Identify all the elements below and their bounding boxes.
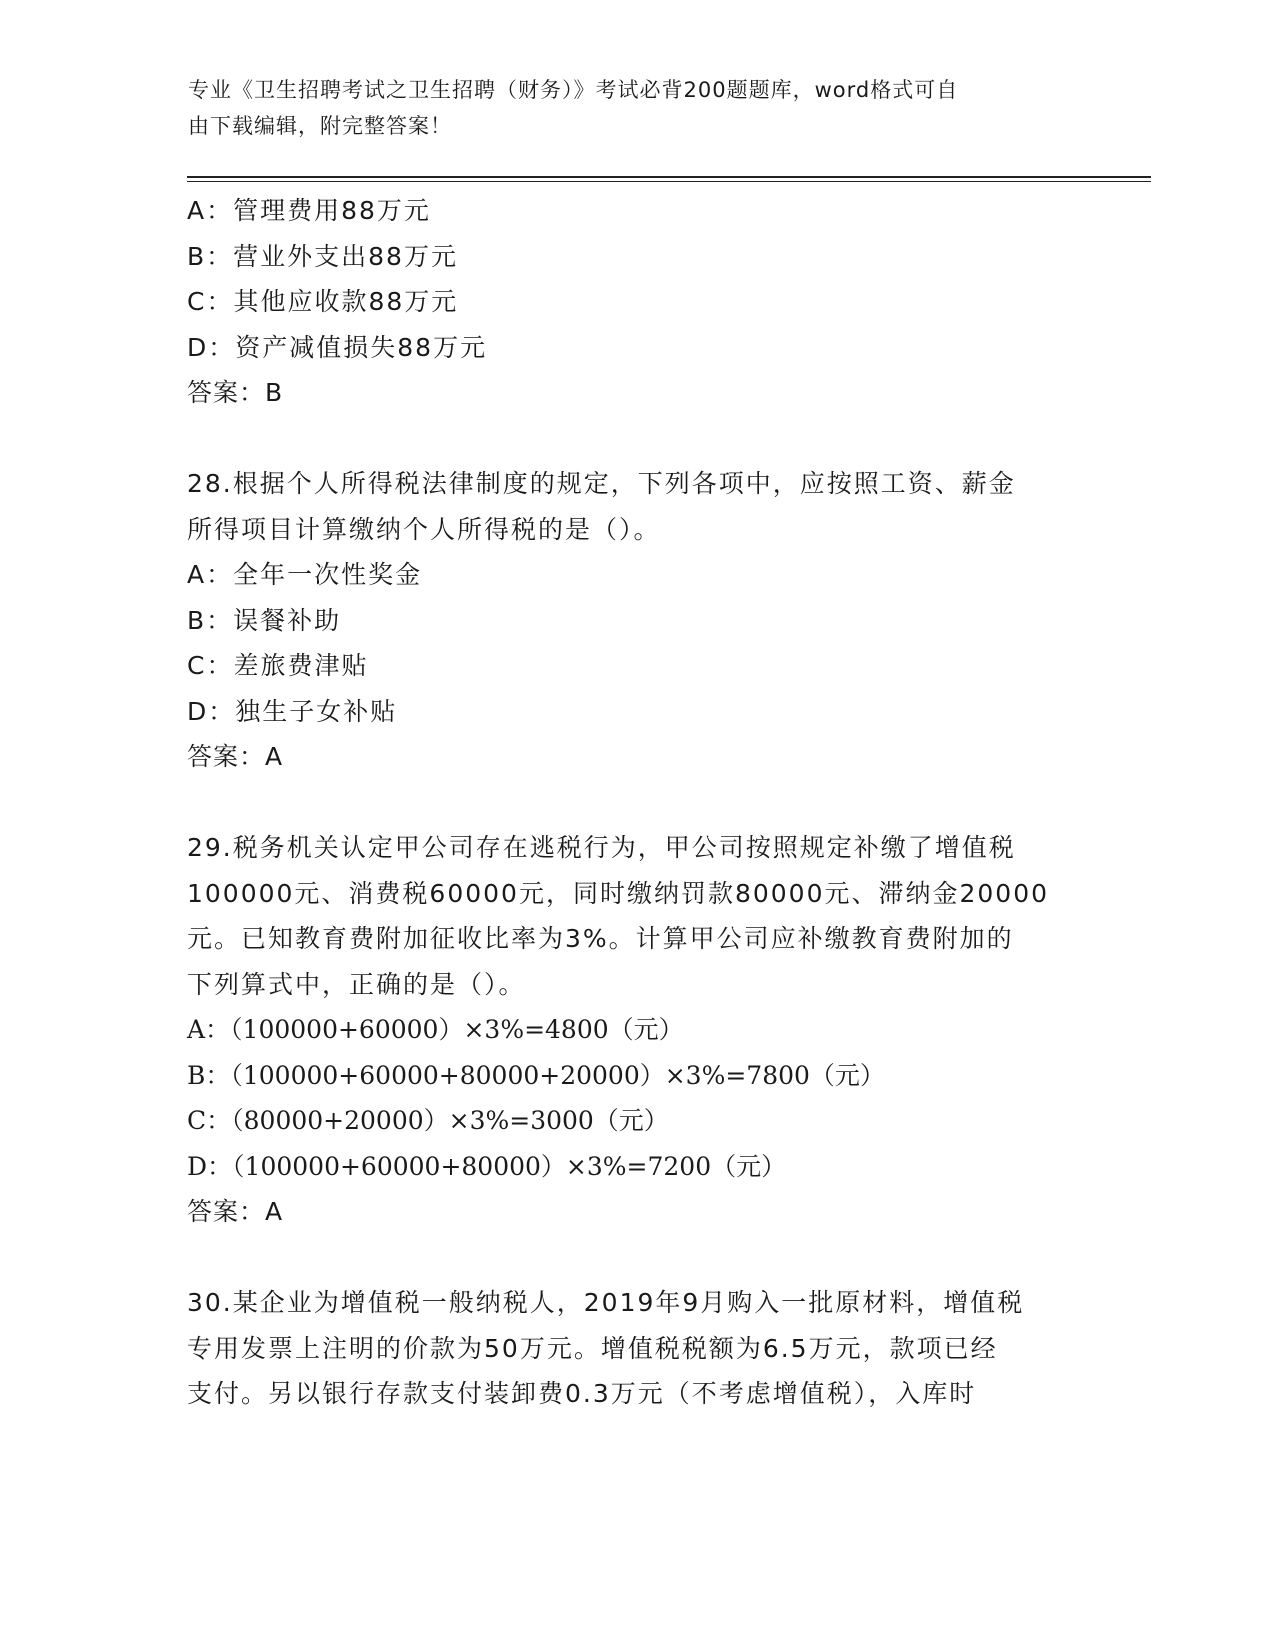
question-28-answer: 答案：A [187,742,284,771]
option-b: B：（100000+60000+80000+20000）×3%=7800（元） [187,1060,885,1090]
stem-line: 专用发票上注明的价款为50万元。增值税税额为6.5万元，款项已经 [187,1333,998,1363]
stem-line: 支付。另以银行存款支付装卸费0.3万元（不考虑增值税），入库时 [187,1379,977,1408]
stem-line: 100000元、消费税60000元，同时缴纳罚款80000元、滞纳金20000 [187,878,1050,908]
header-divider-thick [187,176,1151,178]
header-divider-thin [187,181,1151,182]
option-b: B：营业外支出88万元 [187,241,458,271]
stem-line: 所得项目计算缴纳个人所得税的是（）。 [187,514,661,544]
question-29-answer: 答案：A [187,1197,284,1226]
spacer [187,1235,1087,1281]
question-28-stem [187,461,1087,552]
spacer [187,780,1087,826]
option-c: C：差旅费津贴 [187,651,369,680]
option-b: B：误餐补助 [187,605,342,635]
document-header [188,72,1068,144]
stem-line: 元。已知教育费附加征收比率为3%。计算甲公司应补缴教育费附加的 [187,924,1014,953]
question-30-stem [187,1280,1087,1417]
option-d: D：独生子女补贴 [187,696,398,726]
question-28-options [187,552,1087,734]
stem-line: 下列算式中，正确的是（）。 [187,969,526,999]
option-c: C：其他应收款88万元 [187,287,459,316]
question-content [187,188,1087,1417]
stem-line: 28.根据个人所得税法律制度的规定，下列各项中，应按照工资、薪金 [187,469,1016,498]
question-27-answer: 答案：B [187,378,284,407]
question-29-stem [187,825,1087,1007]
question-27-options [187,188,1087,370]
option-d: D：（100000+60000+80000）×3%=7200（元） [187,1151,787,1181]
option-a: A：管理费用88万元 [187,196,431,225]
option-d: D：资产减值损失88万元 [187,332,488,362]
option-c: C：（80000+20000）×3%=3000（元） [187,1106,669,1135]
spacer [187,416,1087,462]
header-line-2: 由下载编辑，附完整答案！ [188,114,452,138]
header-line-1: 专业《卫生招聘考试之卫生招聘（财务）》考试必背200题题库，word格式可自 [188,78,959,102]
stem-line: 30.某企业为增值税一般纳税人，2019年9月购入一批原材料，增值税 [187,1288,1025,1317]
question-29-options [187,1007,1087,1189]
option-a: A：全年一次性奖金 [187,560,423,589]
option-a: A：（100000+60000）×3%=4800（元） [187,1015,684,1044]
stem-line: 29.税务机关认定甲公司存在逃税行为，甲公司按照规定补缴了增值税 [187,833,1016,862]
